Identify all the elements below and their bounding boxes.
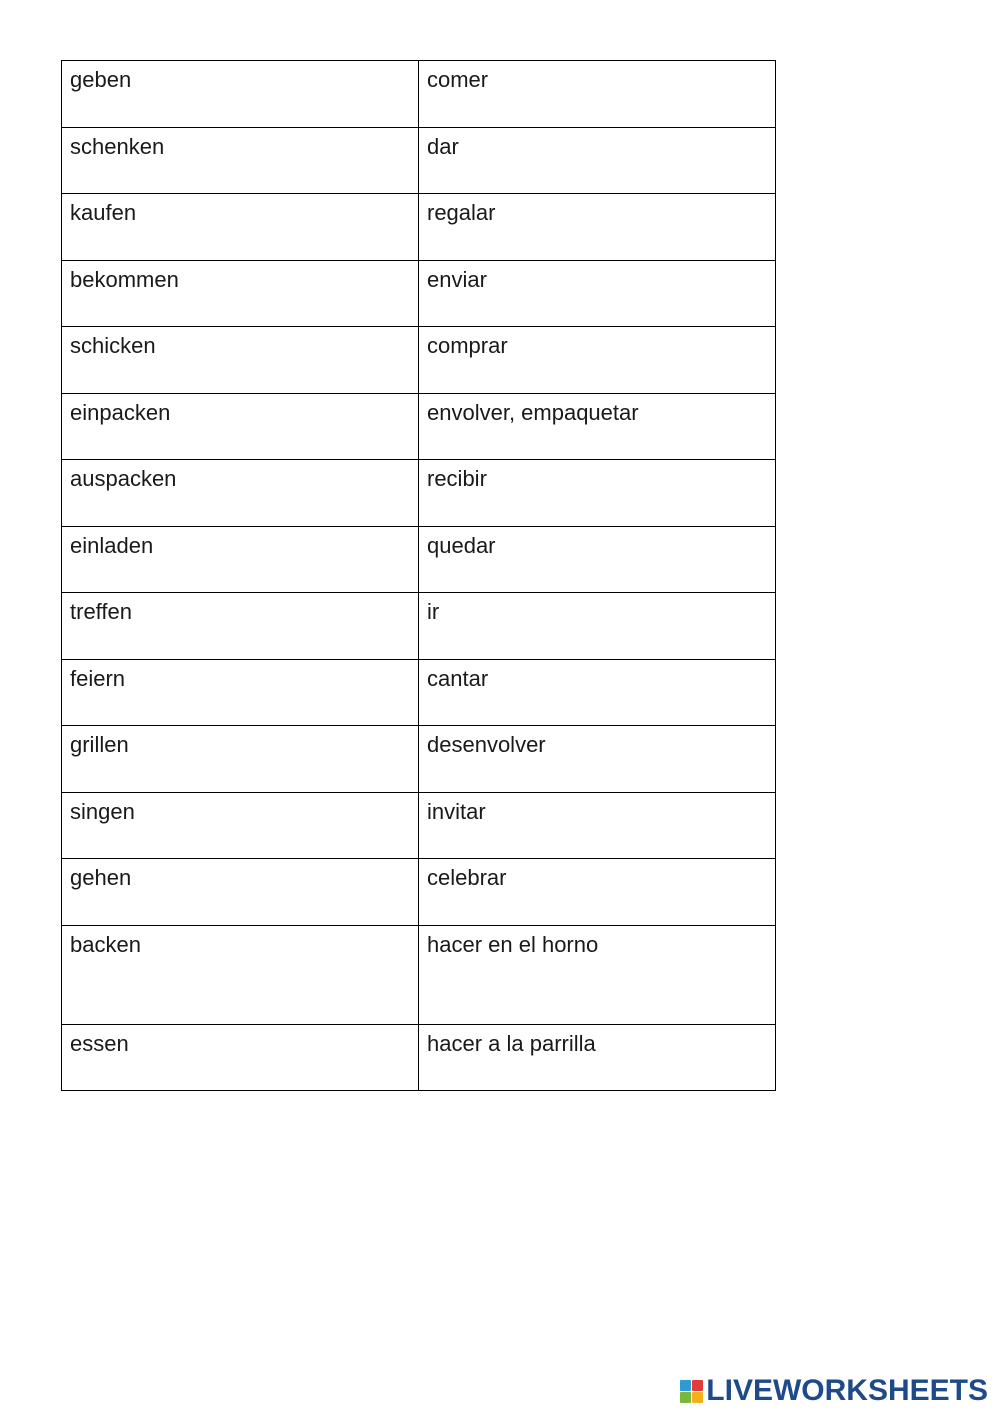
vocabulary-table-body (62, 61, 776, 1091)
spanish-word-cell: regalar (419, 194, 776, 261)
spanish-word-cell: desenvolver (419, 726, 776, 793)
german-word-cell: schicken (62, 327, 419, 394)
spanish-word-cell: invitar (419, 792, 776, 859)
german-word-cell: feiern (62, 659, 419, 726)
table-row (62, 925, 776, 1024)
spanish-word-cell: envolver, empaquetar (419, 393, 776, 460)
liveworksheets-logo-mark-icon (680, 1380, 703, 1403)
spanish-word-cell: cantar (419, 659, 776, 726)
table-row (62, 659, 776, 726)
spanish-word-cell: comprar (419, 327, 776, 394)
german-word-cell: einpacken (62, 393, 419, 460)
spanish-word-cell: quedar (419, 526, 776, 593)
table-row (62, 61, 776, 128)
table-row (62, 460, 776, 527)
table-row (62, 327, 776, 394)
table-row (62, 726, 776, 793)
german-word-cell: einladen (62, 526, 419, 593)
german-word-cell: schenken (62, 127, 419, 194)
vocabulary-table (61, 60, 776, 1091)
spanish-word-cell: comer (419, 61, 776, 128)
table-row (62, 194, 776, 261)
spanish-word-cell: dar (419, 127, 776, 194)
spanish-word-cell: celebrar (419, 859, 776, 926)
spanish-word-cell: enviar (419, 260, 776, 327)
table-row (62, 393, 776, 460)
german-word-cell: backen (62, 925, 419, 1024)
german-word-cell: auspacken (62, 460, 419, 527)
spanish-word-cell: recibir (419, 460, 776, 527)
table-row (62, 593, 776, 660)
table-row (62, 1024, 776, 1091)
german-word-cell: geben (62, 61, 419, 128)
table-row (62, 127, 776, 194)
table-row (62, 792, 776, 859)
german-word-cell: grillen (62, 726, 419, 793)
german-word-cell: treffen (62, 593, 419, 660)
logo-square-icon (692, 1380, 703, 1391)
logo-wordmark: LIVEWORKSHEETS (706, 1374, 988, 1407)
spanish-word-cell: ir (419, 593, 776, 660)
german-word-cell: bekommen (62, 260, 419, 327)
spanish-word-cell: hacer en el horno (419, 925, 776, 1024)
german-word-cell: singen (62, 792, 419, 859)
logo-square-icon (692, 1392, 703, 1403)
logo-square-icon (680, 1380, 691, 1391)
table-row (62, 859, 776, 926)
spanish-word-cell: hacer a la parrilla (419, 1024, 776, 1091)
table-row (62, 260, 776, 327)
german-word-cell: kaufen (62, 194, 419, 261)
logo-square-icon (680, 1392, 691, 1403)
liveworksheets-logo (680, 1376, 988, 1406)
german-word-cell: gehen (62, 859, 419, 926)
german-word-cell: essen (62, 1024, 419, 1091)
table-row (62, 526, 776, 593)
